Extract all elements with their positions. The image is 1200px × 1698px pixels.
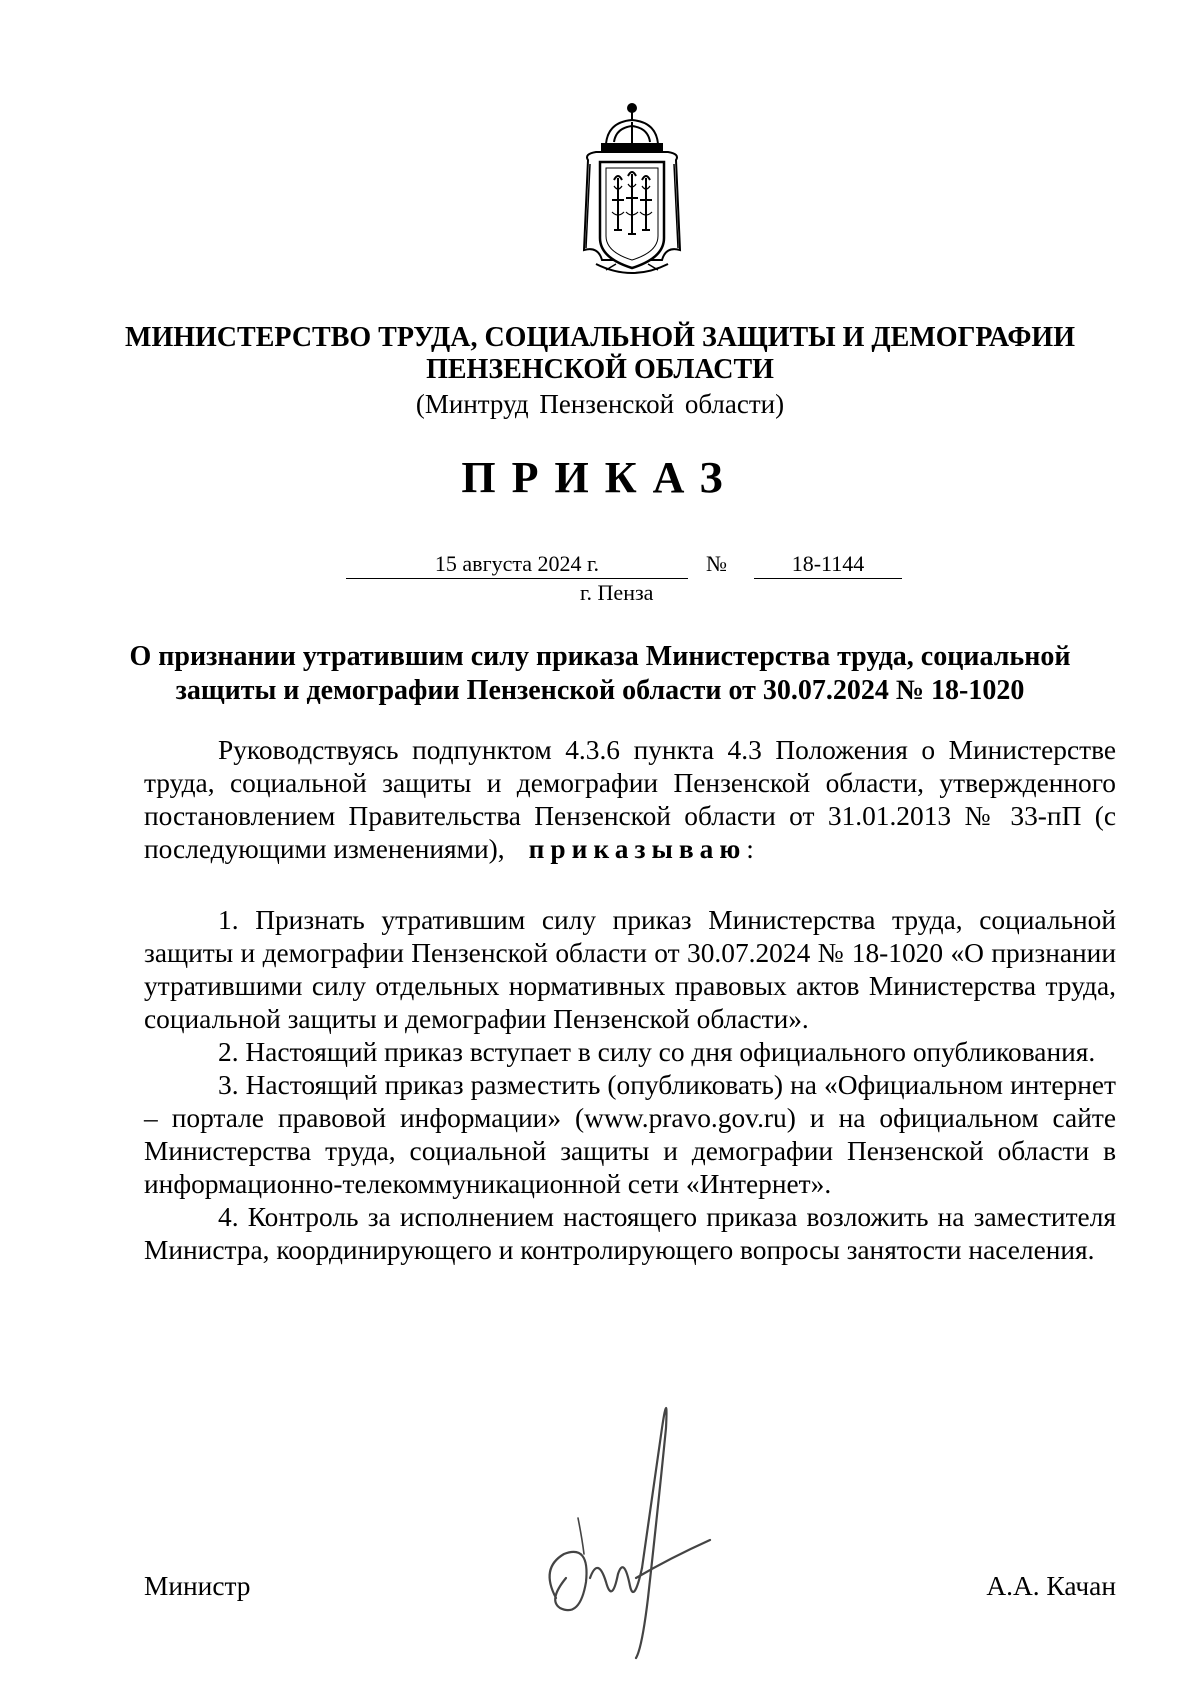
- preamble: [144, 734, 1116, 866]
- coat-of-arms-icon: [566, 100, 698, 280]
- order-subject: О признании утратившим силу приказа Министерства труда, социальной защиты и демографии Пензенской области от 30.07.2024 № 18-1020: [129, 641, 1071, 706]
- signatory-title: Министр: [144, 1571, 251, 1601]
- order-item-1: 1. Признать утратившим силу приказ Министерства труда, социальной защиты и демографии Пензенской области от 30.07.2024 № 18-1020 «О признании утратившими силу отдельных нормативных правовых актов Министерства труда, социальной защиты и демографии Пензенской области».: [144, 905, 1116, 1034]
- order-item-2: 2. Настоящий приказ вступает в силу со дня официального опубликования.: [218, 1037, 1096, 1067]
- preamble-text: Руководствуясь подпунктом 4.3.6 пункта 4.3 Положения о Министерстве труда, социальной защиты и демографии Пензенской области, утвержденного постановлением Правительства Пензенской области от 31.01.2013 № 33-пП (с последующими изменениями),: [144, 735, 1116, 864]
- order-number: 18-1144: [754, 550, 902, 579]
- order-item-3: 3. Настоящий приказ разместить (опубликовать) на «Официальном интернет – портале правовой информации» (www.pravo.gov.ru) и на официальном сайте Министерства труда, социальной защиты и демографии Пензенской области в информационно-телекоммуникационной сети «Интернет».: [144, 1070, 1116, 1199]
- ministry-name-line1: МИНИСТЕРСТВО ТРУДА, СОЦИАЛЬНОЙ ЗАЩИТЫ И ДЕМОГРАФИИ: [125, 322, 1075, 353]
- order-verb: приказываю: [528, 834, 747, 864]
- ministry-name-line2: ПЕНЗЕНСКОЙ ОБЛАСТИ: [426, 354, 774, 385]
- order-item-4: 4. Контроль за исполнением настоящего приказа возложить на заместителя Министра, координирующего и контролирующего вопросы занятости населения.: [144, 1202, 1116, 1265]
- order-items: [144, 904, 1116, 1267]
- issue-city: г. Пенза: [580, 580, 654, 605]
- ministry-short-name: (Минтруд Пензенской области): [415, 389, 785, 419]
- preamble-paragraph: [144, 734, 1116, 866]
- signatory-name: А.А. Качан: [986, 1571, 1116, 1601]
- handwritten-signature: [520, 1368, 730, 1668]
- number-sign: №: [706, 551, 727, 576]
- document-type-title: ПРИКАЗ: [461, 453, 739, 502]
- preamble-colon: :: [746, 834, 754, 864]
- order-date: 15 августа 2024 г.: [346, 550, 688, 579]
